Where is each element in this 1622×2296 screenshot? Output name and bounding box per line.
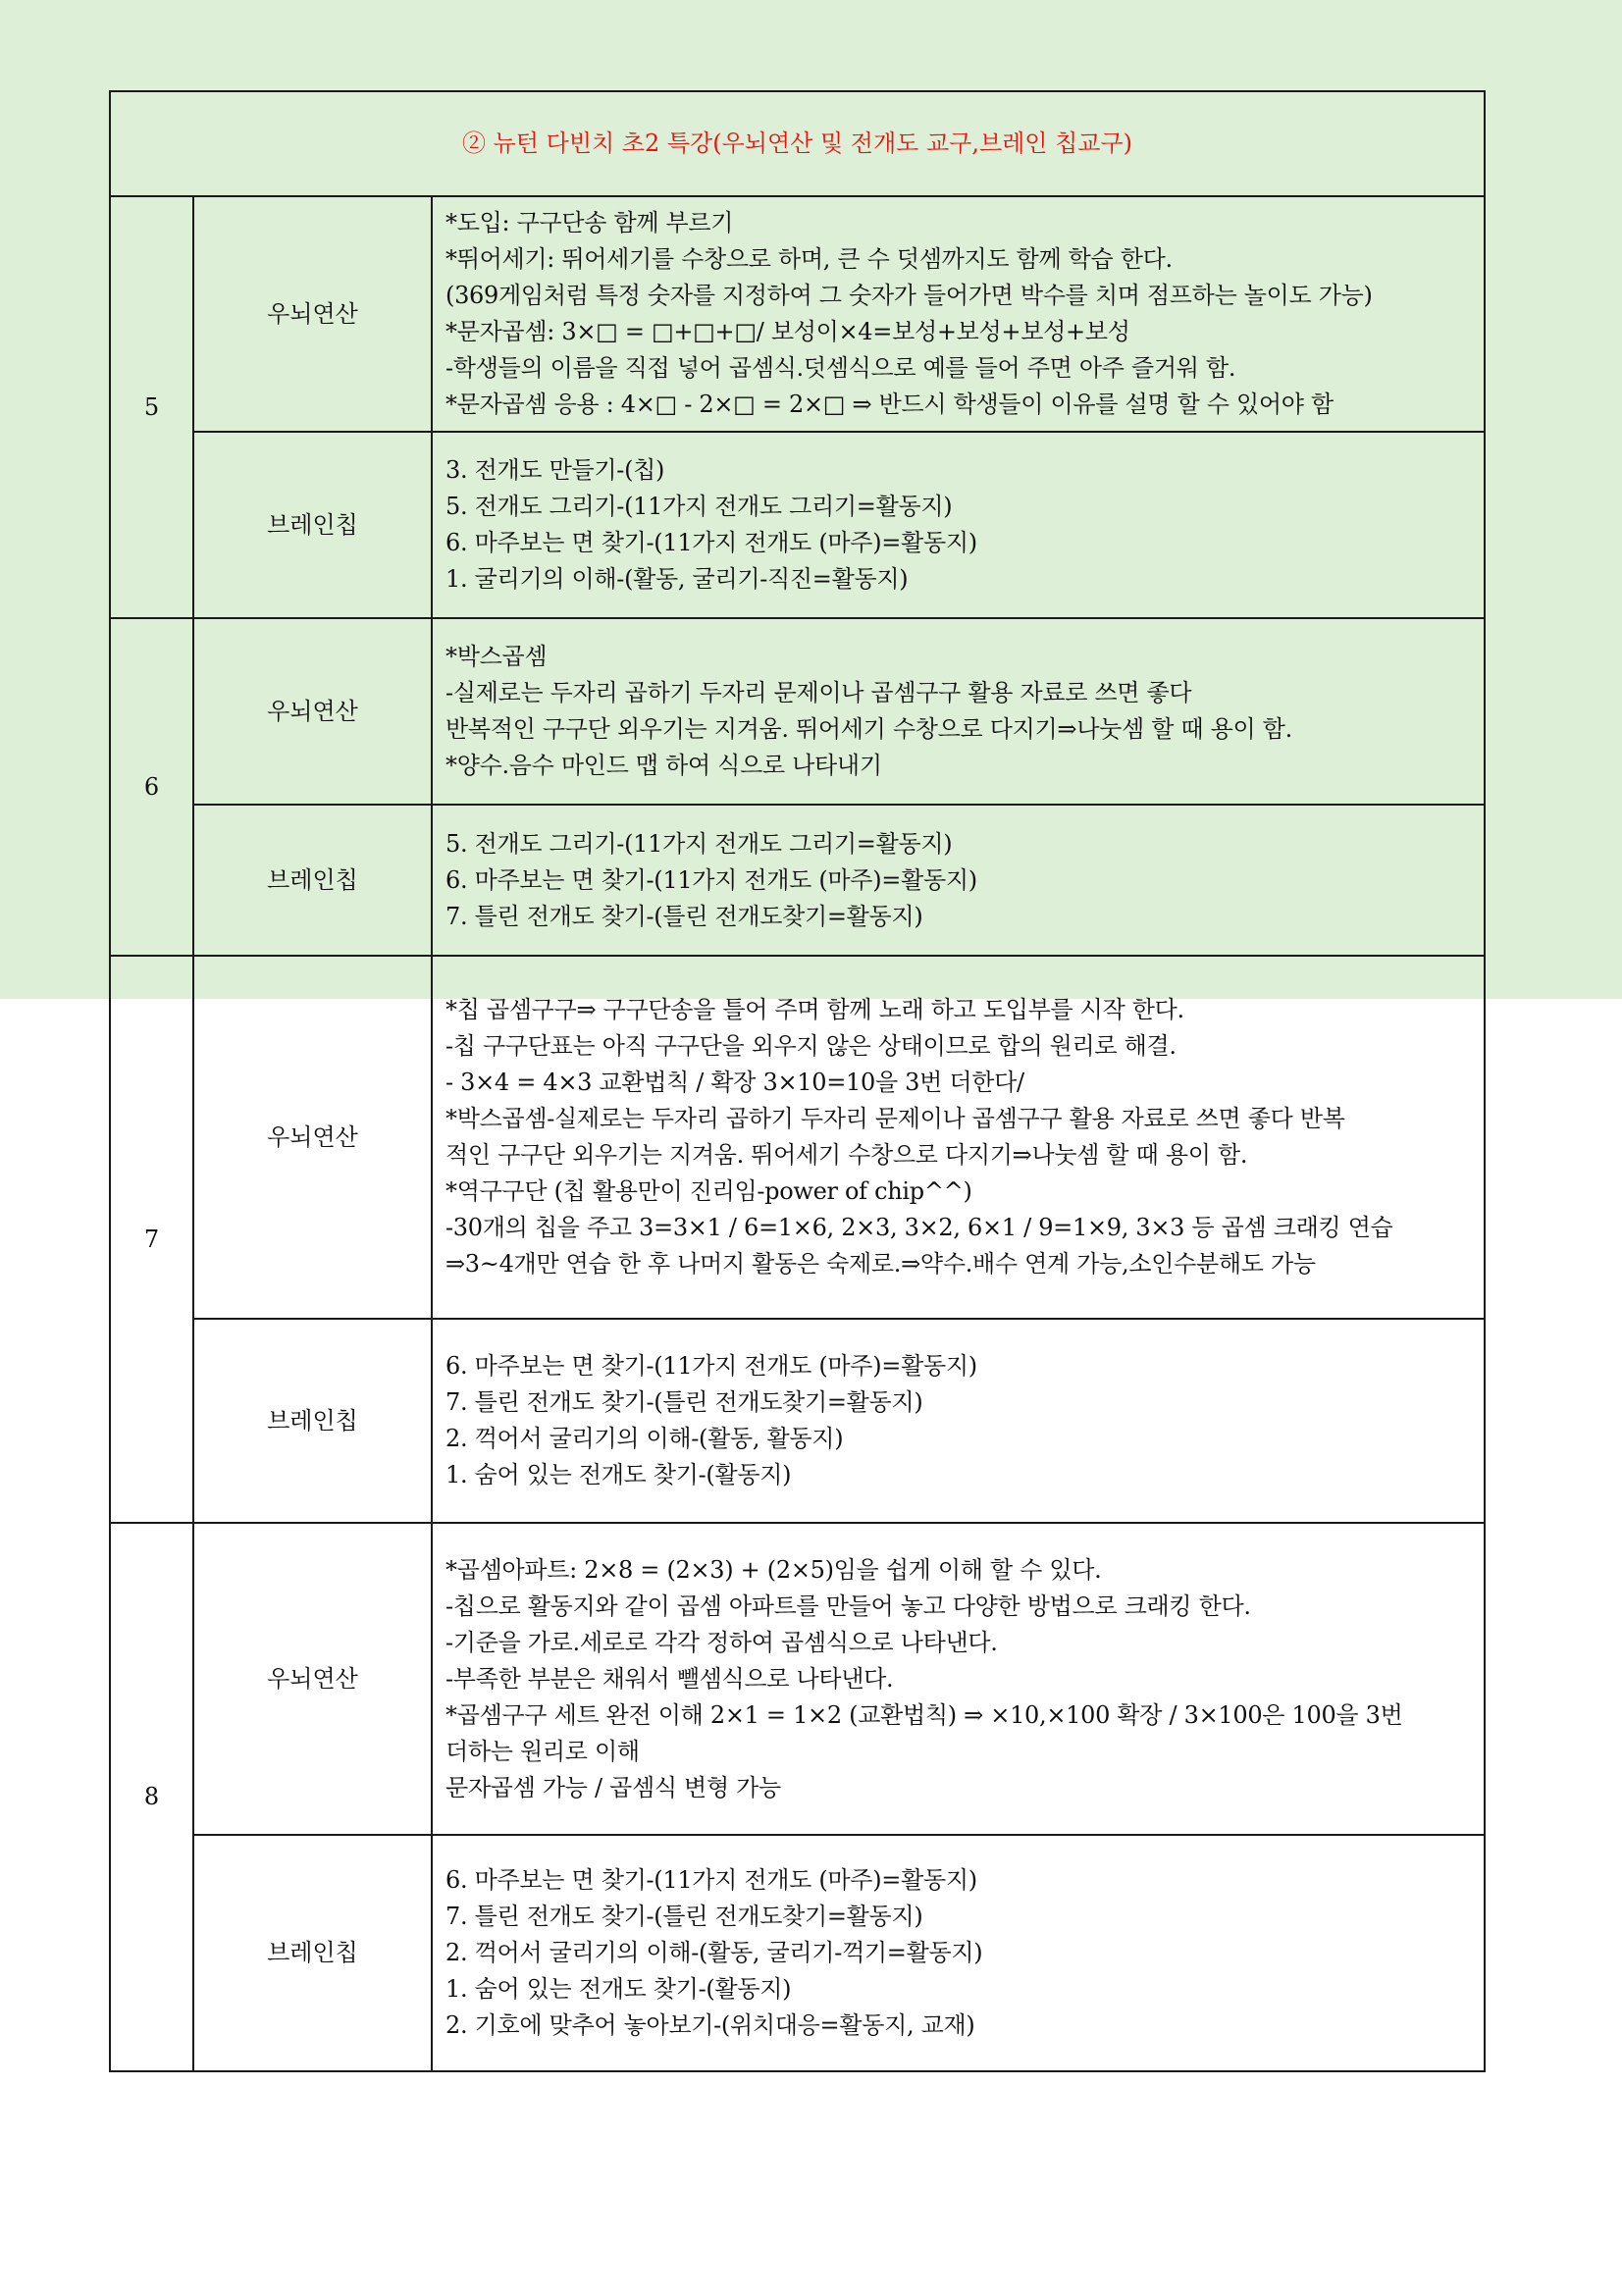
content-line: 6. 마주보는 면 찾기-(11가지 전개도 (마주)=활동지): [445, 529, 977, 556]
curriculum-table: [109, 90, 1486, 2072]
content-line: 더하는 원리로 이해: [445, 1737, 640, 1765]
content-line: *박스곱셈-실제로는 두자리 곱하기 두자리 문제이나 곱셈구구 활용 자료로 쓰면 좋다 반복: [445, 1105, 1345, 1132]
subject-cell: 우뇌연산: [193, 618, 432, 805]
week-5-row-right-brain: [110, 196, 1485, 432]
content-line: 2. 꺽어서 굴리기의 이해-(활동, 활동지): [445, 1425, 844, 1452]
content-line: 7. 틀린 전개도 찾기-(틀린 전개도찾기=활동지): [445, 1388, 923, 1416]
week-8-row-right-brain: [110, 1523, 1485, 1835]
content-line: *뛰어세기: 뛰어세기를 수창으로 하며, 큰 수 덧셈까지도 함께 학습 한다.: [445, 245, 1173, 273]
content-line: *도입: 구구단송 함께 부르기: [445, 209, 734, 236]
week-number: 6: [110, 618, 193, 956]
content-line: 6. 마주보는 면 찾기-(11가지 전개도 (마주)=활동지): [445, 1866, 977, 1894]
content-line: 문자곱셈 가능 / 곱셈식 변형 가능: [445, 1773, 781, 1801]
content-cell: [432, 956, 1485, 1319]
subject-cell: 우뇌연산: [193, 1523, 432, 1835]
content-line: 적인 구구단 외우기는 지겨움. 뛰어세기 수창으로 다지기⇒나눗셈 할 때 용이 함.: [445, 1141, 1248, 1169]
content-line: 6. 마주보는 면 찾기-(11가지 전개도 (마주)=활동지): [445, 1352, 977, 1380]
content-line: *곱셈구구 세트 완전 이해 2×1 = 1×2 (교환법칙) ⇒ ×10,×100 확장 / 3×100은 100을 3번: [445, 1700, 1403, 1729]
content-cell: [432, 196, 1485, 432]
content-line: 2. 꺽어서 굴리기의 이해-(활동, 굴리기-꺽기=활동지): [445, 1939, 983, 1966]
content-line: -칩으로 활동지와 같이 곱셈 아파트를 만들어 놓고 다양한 방법으로 크래킹 한다.: [445, 1592, 1251, 1620]
content-line: -학생들의 이름을 직접 넣어 곱셈식.덧셈식으로 예를 들어 주면 아주 즐거워 함.: [445, 354, 1236, 382]
week-5-row-brain-chip: [110, 432, 1485, 618]
content-line: *곱셈아파트: 2×8 = (2×3) + (2×5)임을 쉽게 이해 할 수 있다.: [445, 1555, 1102, 1584]
subject-cell: 브레인칩: [193, 432, 432, 618]
week-number: 7: [110, 956, 193, 1523]
content-line: 6. 마주보는 면 찾기-(11가지 전개도 (마주)=활동지): [445, 865, 977, 894]
week-7-row-right-brain: [110, 956, 1485, 1319]
content-line: *문자곱셈 응용 : 4×□ - 2×□ = 2×□ ⇒ 반드시 학생들이 이유를 설명 할 수 있어야 함: [445, 391, 1334, 418]
content-cell: [432, 1319, 1485, 1523]
content-line: 3. 전개도 만들기-(칩): [445, 456, 665, 484]
table-title: ② 뉴턴 다빈치 초2 특강(우뇌연산 및 전개도 교구,브레인 칩교구): [110, 91, 1485, 196]
content-line: *양수.음수 마인드 맵 하여 식으로 나타내기: [445, 752, 882, 779]
week-number: 8: [110, 1523, 193, 2071]
subject-cell: 우뇌연산: [193, 196, 432, 432]
subject-cell: 브레인칩: [193, 805, 432, 956]
content-line: - 3×4 = 4×3 교환법칙 / 확장 3×10=10을 3번 더한다/: [445, 1069, 1024, 1096]
content-line: *역구구단 (칩 활용만이 진리임-power of chip^^): [445, 1177, 972, 1205]
content-line: 5. 전개도 그리기-(11가지 전개도 그리기=활동지): [445, 493, 953, 520]
content-line: 7. 틀린 전개도 찾기-(틀린 전개도찾기=활동지): [445, 1903, 923, 1930]
content-line: -부족한 부분은 채워서 뺄셈식으로 나타낸다.: [445, 1664, 894, 1693]
content-line: ⇒3~4개만 연습 한 후 나머지 활동은 숙제로.⇒약수.배수 연계 가능,소인수분해도 가능: [445, 1250, 1316, 1278]
content-line: *박스곱셈: [445, 643, 548, 670]
content-line: 1. 굴리기의 이해-(활동, 굴리기-직진=활동지): [445, 565, 909, 593]
content-line: 2. 기호에 맞추어 놓아보기-(위치대응=활동지, 교재): [445, 2011, 975, 2039]
week-7-row-brain-chip: [110, 1319, 1485, 1523]
week-6-row-right-brain: [110, 618, 1485, 805]
content-cell: [432, 432, 1485, 618]
content-line: 5. 전개도 그리기-(11가지 전개도 그리기=활동지): [445, 829, 953, 858]
content-line: -실제로는 두자리 곱하기 두자리 문제이나 곱셈구구 활용 자료로 쓰면 좋다: [445, 679, 1192, 706]
subject-cell: 브레인칩: [193, 1835, 432, 2071]
content-line: (369게임처럼 특정 숫자를 지정하여 그 숫자가 들어가면 박수를 치며 점프하는 놀이도 가능): [445, 282, 1373, 309]
content-cell: [432, 1835, 1485, 2071]
content-line: *문자곱셈: 3×□ = □+□+□/ 보성이×4=보성+보성+보성+보성: [445, 318, 1130, 345]
content-cell: [432, 618, 1485, 805]
week-8-row-brain-chip: [110, 1835, 1485, 2071]
content-cell: [432, 1523, 1485, 1835]
content-line: -칩 구구단표는 아직 구구단을 외우지 않은 상태이므로 합의 원리로 해결.: [445, 1032, 1177, 1060]
content-cell: [432, 805, 1485, 956]
content-line: 반복적인 구구단 외우기는 지겨움. 뛰어세기 수창으로 다지기⇒나눗셈 할 때 용이 함.: [445, 715, 1292, 743]
week-number: 5: [110, 196, 193, 618]
content-line: -기준을 가로.세로로 각각 정하여 곱셈식으로 나타낸다.: [445, 1628, 998, 1656]
content-line: -30개의 칩을 주고 3=3×1 / 6=1×6, 2×3, 3×2, 6×1 / 9=1×9, 3×3 등 곱셈 크래킹 연습: [445, 1214, 1393, 1241]
content-line: 7. 틀린 전개도 찾기-(틀린 전개도찾기=활동지): [445, 902, 923, 930]
week-6-row-brain-chip: [110, 805, 1485, 956]
content-line: 1. 숨어 있는 전개도 찾기-(활동지): [445, 1975, 792, 2003]
subject-cell: 우뇌연산: [193, 956, 432, 1319]
content-line: *칩 곱셈구구⇒ 구구단송을 틀어 주며 함께 노래 하고 도입부를 시작 한다.: [445, 996, 1184, 1023]
title-row: [110, 91, 1485, 196]
content-line: 1. 숨어 있는 전개도 찾기-(활동지): [445, 1461, 792, 1488]
subject-cell: 브레인칩: [193, 1319, 432, 1523]
